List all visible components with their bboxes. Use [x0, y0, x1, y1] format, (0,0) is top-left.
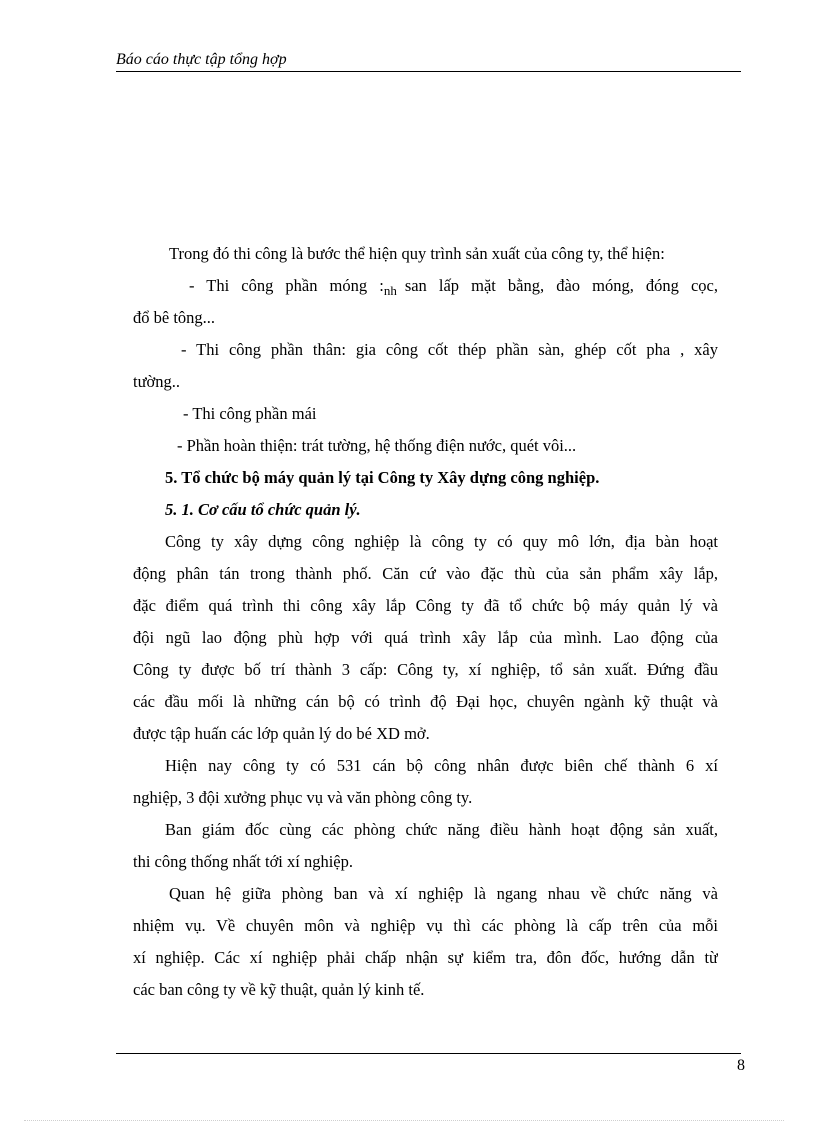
- footer-rule: [116, 1053, 741, 1054]
- paragraph-line: xí nghiệp. Các xí nghiệp phải chấp nhận sự kiểm tra, đôn đốc, hướng dẫn từ: [133, 948, 718, 967]
- paragraph-line: thi công thống nhất tới xí nghiệp.: [133, 852, 353, 871]
- list-item-roof: - Thi công phần mái: [183, 404, 317, 423]
- section-heading: 5. Tổ chức bộ máy quản lý tại Công ty Xây dựng công nghiệp.: [165, 468, 600, 487]
- paragraph-line: được tập huấn các lớp quản lý do bé XD mở.: [133, 724, 430, 743]
- paragraph-line: các đầu mối là những cán bộ có trình độ Đại học, chuyên ngành kỹ thuật và: [133, 692, 718, 711]
- page-number: 8: [737, 1057, 745, 1074]
- paragraph-line: tường..: [133, 372, 181, 391]
- paragraph-line: đội ngũ lao động phù hợp với quá trình xây lắp của mình. Lao động của: [133, 628, 718, 647]
- page-bottom-border: [24, 1120, 784, 1121]
- paragraph-line: các ban công ty về kỹ thuật, quản lý kinh tế.: [133, 980, 425, 999]
- list-item-foundation: [133, 270, 718, 302]
- list-item-body: - Thi công phần thân: gia công cốt thép phần sàn, ghép cốt pha , xây: [181, 340, 718, 359]
- paragraph-line: Công ty xây dựng công nghiệp là công ty có quy mô lớn, địa bàn hoạt: [165, 532, 718, 551]
- paragraph-line: động phân tán trong thành phố. Căn cứ vào đặc thù của sản phẩm xây lắp,: [133, 564, 718, 583]
- paragraph-line: Hiện nay công ty có 531 cán bộ công nhân được biên chế thành 6 xí: [165, 756, 718, 775]
- paragraph-line: Ban giám đốc cùng các phòng chức năng điều hành hoạt động sản xuất,: [165, 820, 718, 839]
- paragraph-line: Trong đó thi công là bước thể hiện quy trình sản xuất của công ty, thể hiện:: [169, 244, 665, 263]
- list-item-text: - Thi công phần móng :: [189, 276, 384, 295]
- page-header: Báo cáo thực tập tổng hợp: [116, 51, 287, 68]
- list-item-finishing: - Phần hoàn thiện: trát tường, hệ thống điện nước, quét vôi...: [177, 436, 577, 455]
- paragraph-line: Công ty được bố trí thành 3 cấp: Công ty, xí nghiệp, tổ sản xuất. Đứng đầu: [133, 660, 718, 679]
- header-rule: [116, 71, 741, 72]
- body-text: [133, 238, 718, 1006]
- paragraph-line: đổ bê tông...: [133, 308, 216, 327]
- list-item-text: san lấp mặt bằng, đào móng, đóng cọc,: [404, 276, 718, 295]
- paragraph-line: nghiệp, 3 đội xưởng phục vụ và văn phòng công ty.: [133, 788, 473, 807]
- paragraph-line: Quan hệ giữa phòng ban và xí nghiệp là ngang nhau về chức năng và: [169, 884, 718, 903]
- subsection-heading: 5. 1. Cơ cấu tổ chức quản lý.: [165, 500, 361, 519]
- stray-fragment: nh: [383, 283, 397, 298]
- paragraph-line: nhiệm vụ. Về chuyên môn và nghiệp vụ thì các phòng là cấp trên của mỗi: [133, 916, 718, 935]
- paragraph-line: đặc điểm quá trình thi công xây lắp Công ty đã tổ chức bộ máy quản lý và: [133, 596, 718, 615]
